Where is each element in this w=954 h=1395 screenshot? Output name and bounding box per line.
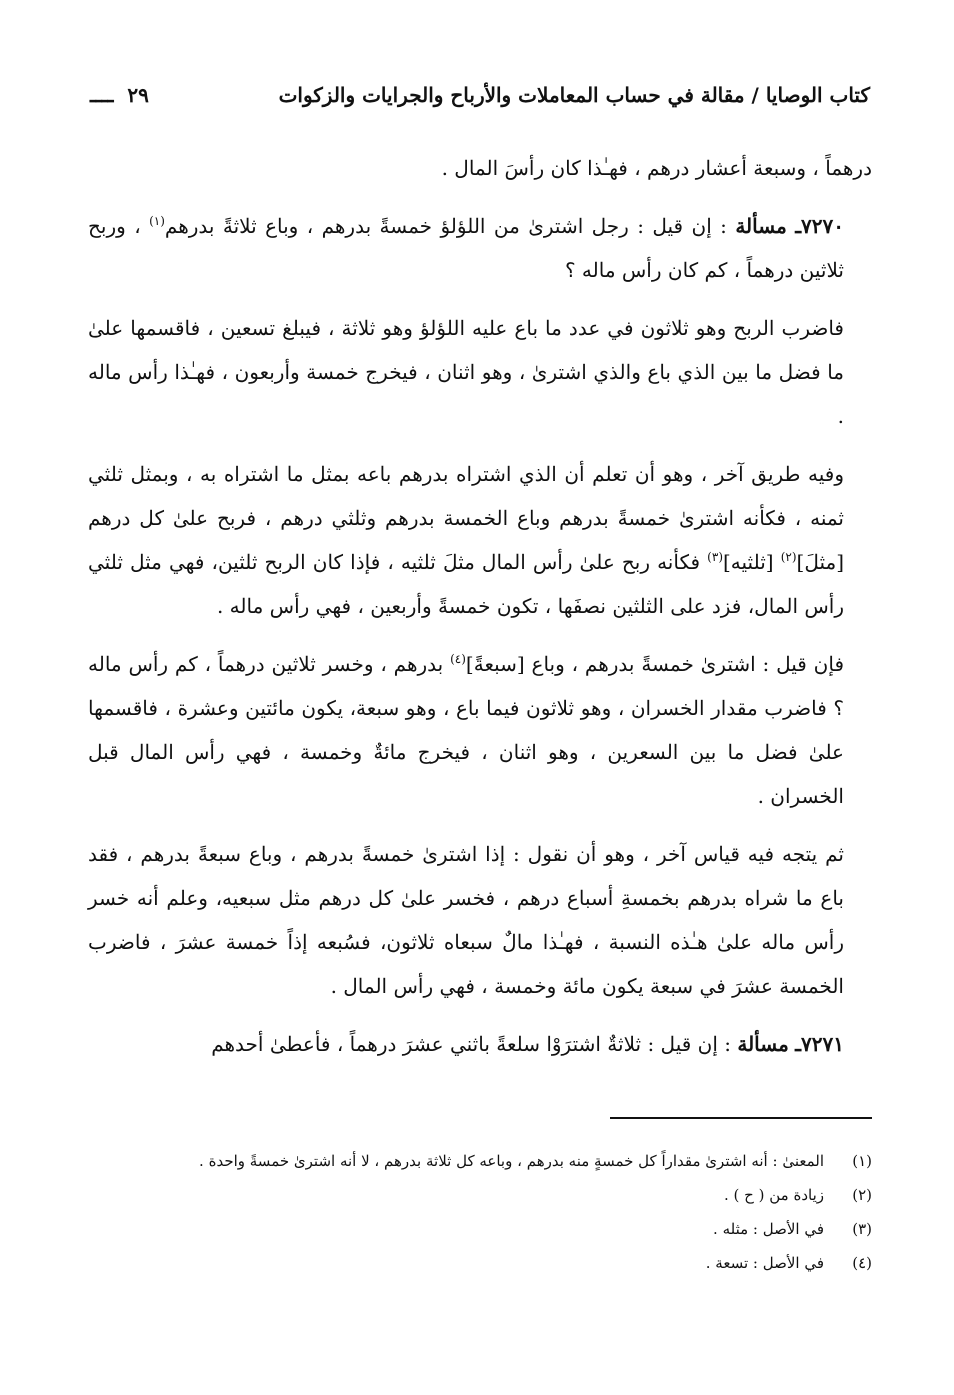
paragraph-text: : إن قيل : رجل اشترىٰ من اللؤلؤ خمسةً بدرهم ، وباع ثلاثةً بدرهم	[164, 214, 727, 238]
paragraph-text: : إن قيل : ثلاثةٌ اشترَوْا سلعةً باثني عشرَ درهماً ، فأعطىٰ أحدهم	[211, 1032, 731, 1056]
page-number: ٢٩	[127, 83, 149, 107]
footnote-divider	[610, 1117, 872, 1119]
footnote-ref-4: (٤)	[450, 652, 466, 666]
header-dash: ــــ	[90, 83, 114, 107]
footnote-ref-3: (٣)	[707, 550, 723, 564]
header-title: كتاب الوصايا / مقالة في حساب المعاملات والأرباح والجرايات والزكوات	[278, 83, 870, 107]
footnotes	[88, 1148, 872, 1284]
question-number: ٧٢٧٠ـ	[795, 214, 845, 238]
question-7270	[88, 204, 872, 292]
paragraph-text: [ثلثيه]	[723, 550, 774, 574]
footnote-3	[88, 1216, 872, 1242]
footnote-2	[88, 1182, 872, 1208]
paragraph: ثم يتجه فيه قياس آخر ، وهو أن نقول : إذا اشترىٰ خمسةً بدرهم ، وباع سبعةً بدرهم ، فقد باع ما شراه بدرهم بخمسةِ أسباع درهم ، فخسر علىٰ كل درهم مثل سبعيه، وعلم أنه خسر رأس ماله علىٰ هـٰذه النسبة ، فهـٰذا مالٌ سبعاه ثلاثون، فسُبعه إذاً خمسة عشرَ ، فاضرب الخمسة عشرَ في سبعة يكون مائة وخمسة ، فهي رأس المال .	[88, 842, 844, 998]
footnote-4	[88, 1250, 872, 1276]
footnote-text: في الأصل : مثله .	[713, 1220, 824, 1238]
question-7271	[88, 1022, 872, 1066]
footnote-ref-1: (١)	[149, 214, 165, 228]
paragraph-text: ، وربح ثلاثين درهماً ، كم كان رأس ماله ؟	[88, 214, 844, 282]
paragraph-text: وفيه طريق آخر ، وهو أن تعلم أن الذي اشتراه بدرهم باعه بمثل ما اشتراه به ، وبمثل ثلثي ثمنه ، فكأنه اشترىٰ خمسةً بدرهم وباع الخمسة بدرهم وثلثي درهم ، فربح علىٰ كل درهم [مثلَ]	[88, 462, 845, 574]
footnote-number: (٤)	[852, 1254, 872, 1272]
footnote-text: المعنىٰ : أنه اشترىٰ مقداراً كل خمسةٍ منه بدرهم ، وباعه كل ثلاثة بدرهم ، لا أنه اشترىٰ خمسةً واحدة .	[199, 1152, 824, 1170]
footnote-number: (١)	[852, 1152, 872, 1170]
footnote-1	[88, 1148, 872, 1174]
paragraph-continued: درهماً ، وسبعة أعشار درهم ، فهـٰذا كان رأسَ المال .	[441, 156, 872, 180]
paragraph-text: بدرهم ، وخسر ثلاثين درهماً ، كم رأس ماله ؟ فاضرب مقدار الخسران ، وهو ثلاثون فيما باع ، وهو سبعة، يكون مائتين وعشرة ، فاقسمها علىٰ فضل ما بين السعرين ، وهو اثنان ، فيخرج مائةٌ وخمسة ، فهي رأس المال قبل الخسران .	[88, 652, 844, 808]
paragraph-text: فكأنه ربح علىٰ رأس المال مثلَ ثلثيه ، فإذا كان الربح ثلثين، فهي مثل ثلثي رأس المال، فزد على الثلثين نصفَها ، تكون خمسةً وأربعين ، فهي رأس ماله .	[88, 550, 844, 618]
page-number-group	[90, 78, 149, 112]
question-label: مسألة	[735, 214, 787, 238]
main-text	[88, 146, 872, 1080]
paragraph-text: فإن قيل : اشترىٰ خمسةً بدرهم ، وباع [سبعةً]	[465, 652, 844, 676]
paragraph: فاضرب الربح وهو ثلاثون في عدد ما باع عليه اللؤلؤ وهو ثلاثة ، فيبلغ تسعين ، فاقسمها علىٰ ما فضل ما بين الذي باع والذي اشترىٰ ، وهو اثنان ، فيخرج خمسة وأربعون ، فهـٰذا رأس ماله .	[88, 316, 845, 428]
footnote-ref-2: (٢)	[780, 550, 797, 564]
footnote-number: (٢)	[852, 1186, 872, 1204]
question-number: ٧٢٧١ـ	[795, 1032, 844, 1056]
footnote-text: في الأصل : تسعة .	[705, 1254, 824, 1272]
footnote-text: زيادة من ( ح ) .	[724, 1186, 824, 1204]
running-header	[90, 78, 870, 112]
paragraph	[88, 452, 872, 628]
footnote-number: (٣)	[852, 1220, 872, 1238]
paragraph	[88, 642, 872, 818]
question-label: مسألة	[737, 1032, 789, 1056]
